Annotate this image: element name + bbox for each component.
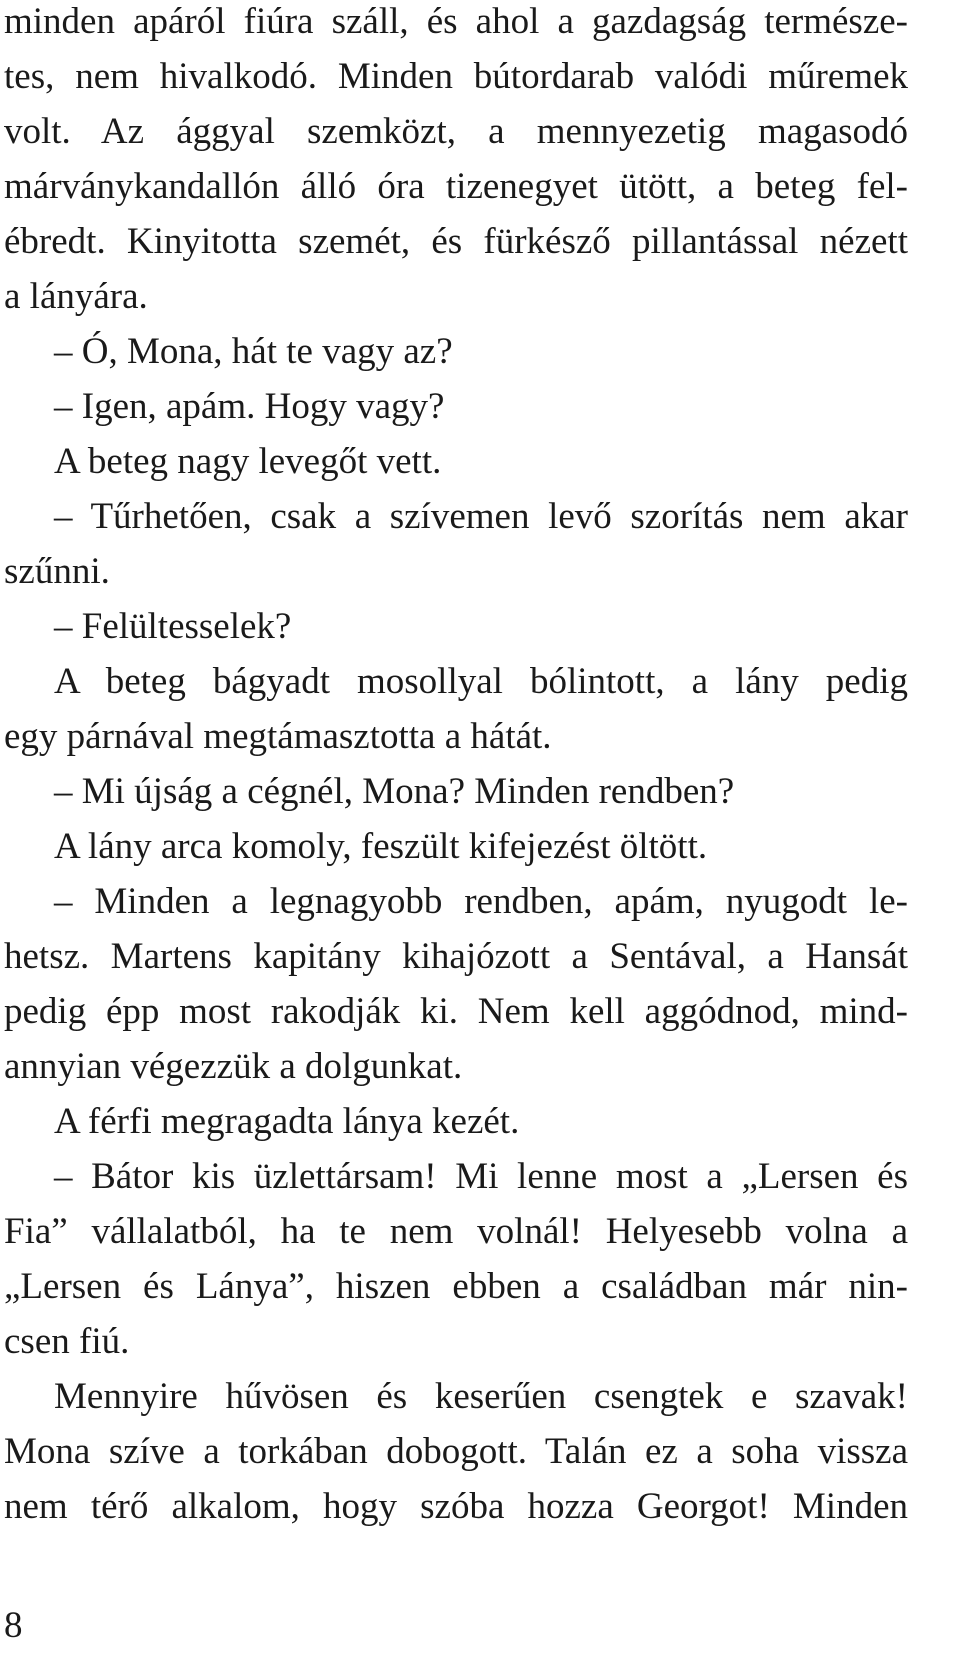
text-line: A beteg bágyadt mosollyal bólintott, a lány pedig xyxy=(54,661,908,702)
text-line: minden apáról fiúra száll, és ahol a gazdagság természe- xyxy=(4,1,908,42)
text-line: A beteg nagy levegőt vett. xyxy=(54,441,442,482)
text-line: egy párnával megtámasztotta a hátát. xyxy=(4,716,552,757)
text-line: nem térő alkalom, hogy szóba hozza Georgot! Minden xyxy=(4,1486,908,1527)
text-line: „Lersen és Lánya”, hiszen ebben a családban már nin- xyxy=(4,1266,908,1307)
text-line: A lány arca komoly, feszült kifejezést öltött. xyxy=(54,826,708,867)
text-line: Mona szíve a torkában dobogott. Talán ez a soha vissza xyxy=(4,1431,908,1472)
text-line: – Bátor kis üzlettársam! Mi lenne most a „Lersen és xyxy=(54,1156,908,1197)
text-line: Mennyire hűvösen és keserűen csengtek e szavak! xyxy=(54,1376,908,1417)
text-line: volt. Az ággyal szemközt, a mennyezetig magasodó xyxy=(4,111,908,152)
text-line: – Minden a legnagyobb rendben, apám, nyugodt le- xyxy=(54,881,908,922)
text-line: Fia” vállalatból, ha te nem volnál! Helyesebb volna a xyxy=(4,1211,908,1252)
body-text xyxy=(4,0,908,1534)
text-line: annyian végezzük a dolgunkat. xyxy=(4,1046,463,1087)
text-line: a lányára. xyxy=(4,276,148,317)
text-line: – Igen, apám. Hogy vagy? xyxy=(54,386,445,427)
text-line: márványkandallón álló óra tizenegyet ütött, a beteg fel- xyxy=(4,166,908,207)
text-line: – Mi újság a cégnél, Mona? Minden rendben? xyxy=(54,771,735,812)
text-line: csen fiú. xyxy=(4,1321,130,1362)
text-line: hetsz. Martens kapitány kihajózott a Sentával, a Hansát xyxy=(4,936,908,977)
text-line: A férfi megragadta lánya kezét. xyxy=(54,1101,520,1142)
page-number: 8 xyxy=(4,1605,23,1646)
text-line: pedig épp most rakodják ki. Nem kell aggódnod, mind- xyxy=(4,991,908,1032)
text-line: tes, nem hivalkodó. Minden bútordarab valódi műremek xyxy=(4,56,908,97)
text-line: ébredt. Kinyitotta szemét, és fürkésző pillantással nézett xyxy=(4,221,908,262)
text-line: szűnni. xyxy=(4,551,110,592)
text-line: – Tűrhetően, csak a szívemen levő szorítás nem akar xyxy=(54,496,908,537)
text-line: – Felültesselek? xyxy=(54,606,292,647)
text-line: – Ó, Mona, hát te vagy az? xyxy=(54,331,453,372)
